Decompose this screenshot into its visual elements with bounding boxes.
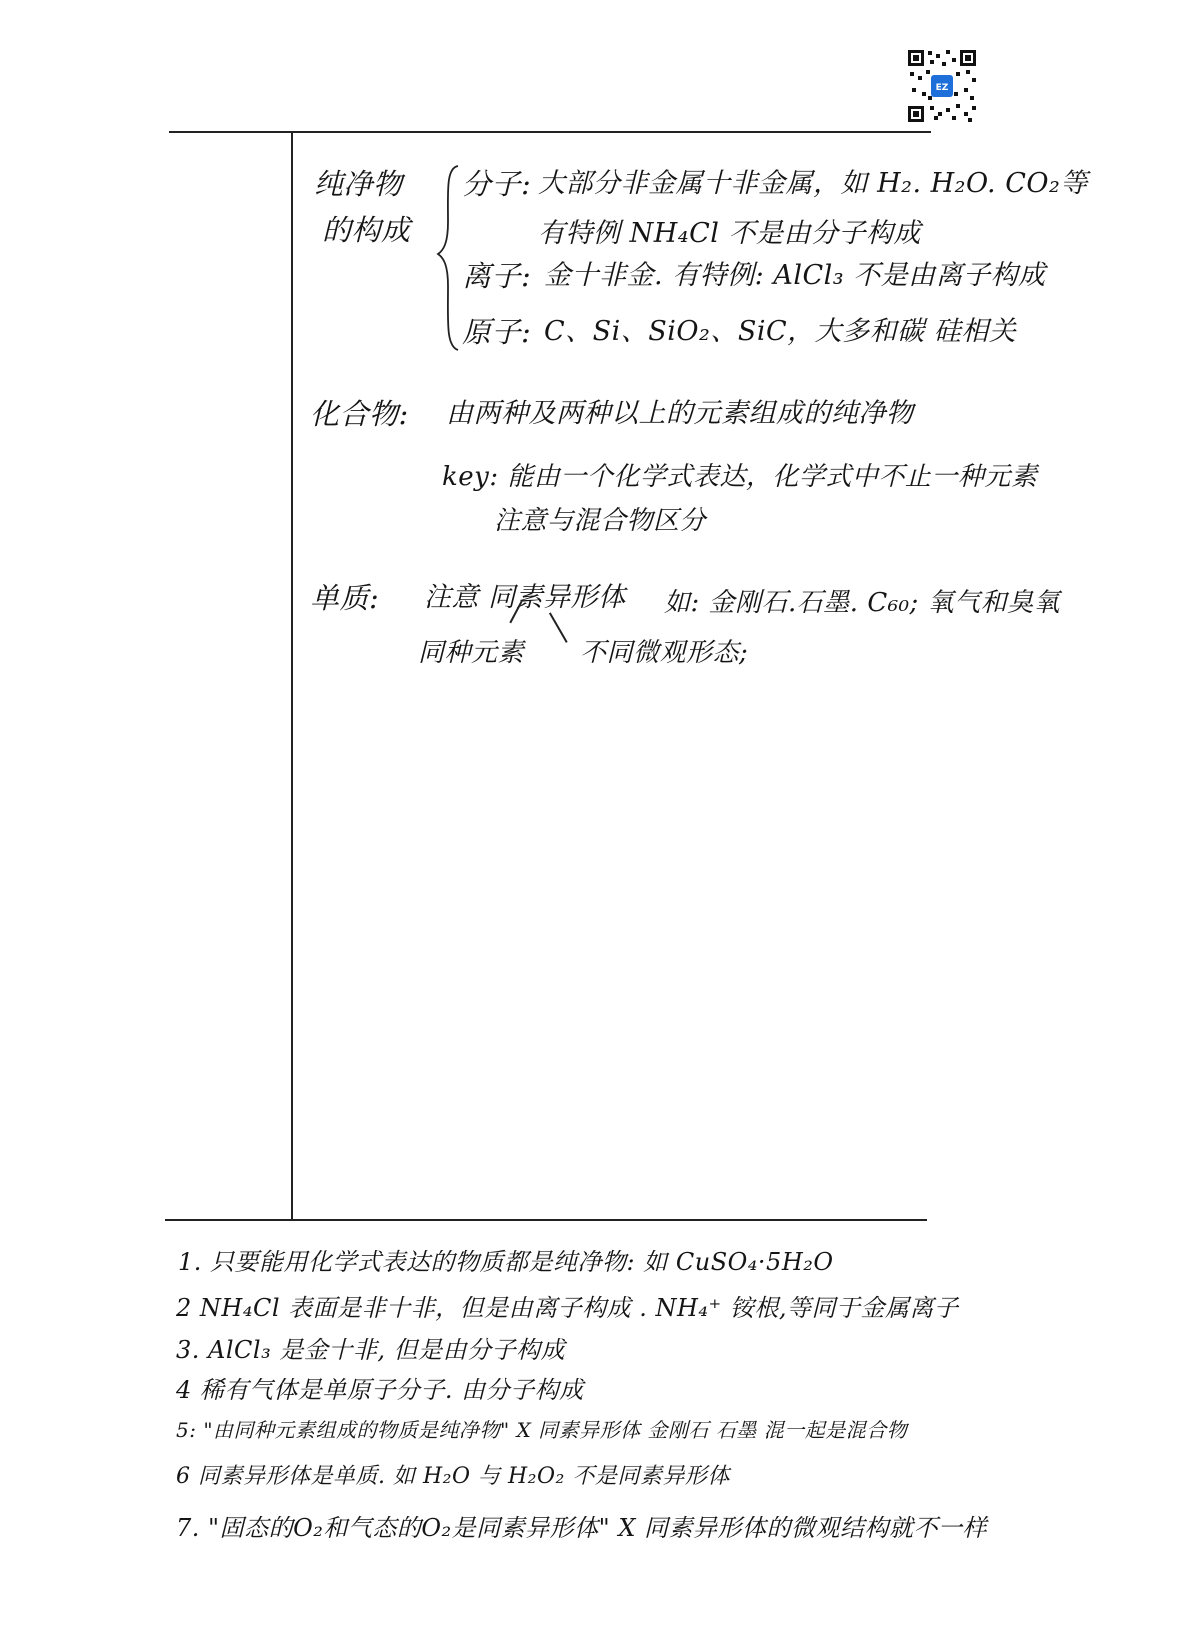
compound-definition: 由两种及两种以上的元素组成的纯净物 bbox=[446, 398, 914, 429]
allotrope-note: 注意 同素异形体 bbox=[424, 582, 626, 613]
allotrope-examples: 如: 金刚石.石墨. C₆₀; 氧气和臭氧 bbox=[664, 588, 1061, 618]
molecule-exception: 有特例 NH₄Cl 不是由分子构成 bbox=[538, 218, 921, 249]
summary-line-4: 4 稀有气体是单原子分子. 由分子构成 bbox=[176, 1376, 584, 1404]
qr-logo-text: EZ bbox=[935, 83, 949, 93]
molecule-text: 大部分非金属十非金属，如 H₂. H₂O. CO₂等 bbox=[538, 168, 1088, 199]
compound-label: 化合物: bbox=[310, 397, 409, 431]
pure-substance-title-line2: 的构成 bbox=[322, 213, 411, 247]
ion-text: 金十非金. 有特例: AlCl₃ 不是由离子构成 bbox=[544, 260, 1046, 291]
compound-note: 注意与混合物区分 bbox=[494, 506, 707, 536]
summary-line-3: 3. AlCl₃ 是金十非, 但是由分子构成 bbox=[176, 1336, 566, 1364]
pure-substance-title-line1: 纯净物 bbox=[314, 167, 403, 201]
summary-line-6: 6 同素异形体是单质. 如 H₂O 与 H₂O₂ 不是同素异形体 bbox=[176, 1464, 730, 1489]
top-rule bbox=[169, 131, 931, 133]
summary-rule bbox=[165, 1219, 927, 1221]
summary-line-5: 5: "由同种元素组成的物质是纯净物" X 同素异形体 金刚石 石墨 混一起是混合物 bbox=[176, 1418, 908, 1442]
summary-line-2: 2 NH₄Cl 表面是非十非，但是由离子构成 . NH₄⁺ 铵根,等同于金属离子 bbox=[176, 1294, 959, 1322]
different-form-note: 不同微观形态; bbox=[580, 638, 749, 668]
summary-line-7: 7. "固态的O₂和气态的O₂是同素异形体" X 同素异形体的微观结构就不一样 bbox=[176, 1514, 988, 1542]
qr-code-icon bbox=[906, 48, 978, 124]
summary-line-1: 1. 只要能用化学式表达的物质都是纯净物: 如 CuSO₄·5H₂O bbox=[178, 1248, 834, 1276]
atom-label: 原子: bbox=[462, 315, 532, 349]
ion-label: 离子: bbox=[462, 259, 532, 293]
compound-key: key: 能由一个化学式表达，化学式中不止一种元素 bbox=[442, 462, 1038, 492]
connector-line-right bbox=[549, 612, 567, 642]
molecule-label: 分子: bbox=[462, 167, 532, 201]
element-label: 单质: bbox=[310, 581, 380, 615]
atom-text: C、Si、SiO₂、SiC，大多和碳 硅相关 bbox=[544, 316, 1017, 347]
same-element-note: 同种元素 bbox=[418, 638, 525, 668]
cue-column-rule bbox=[291, 131, 293, 1219]
